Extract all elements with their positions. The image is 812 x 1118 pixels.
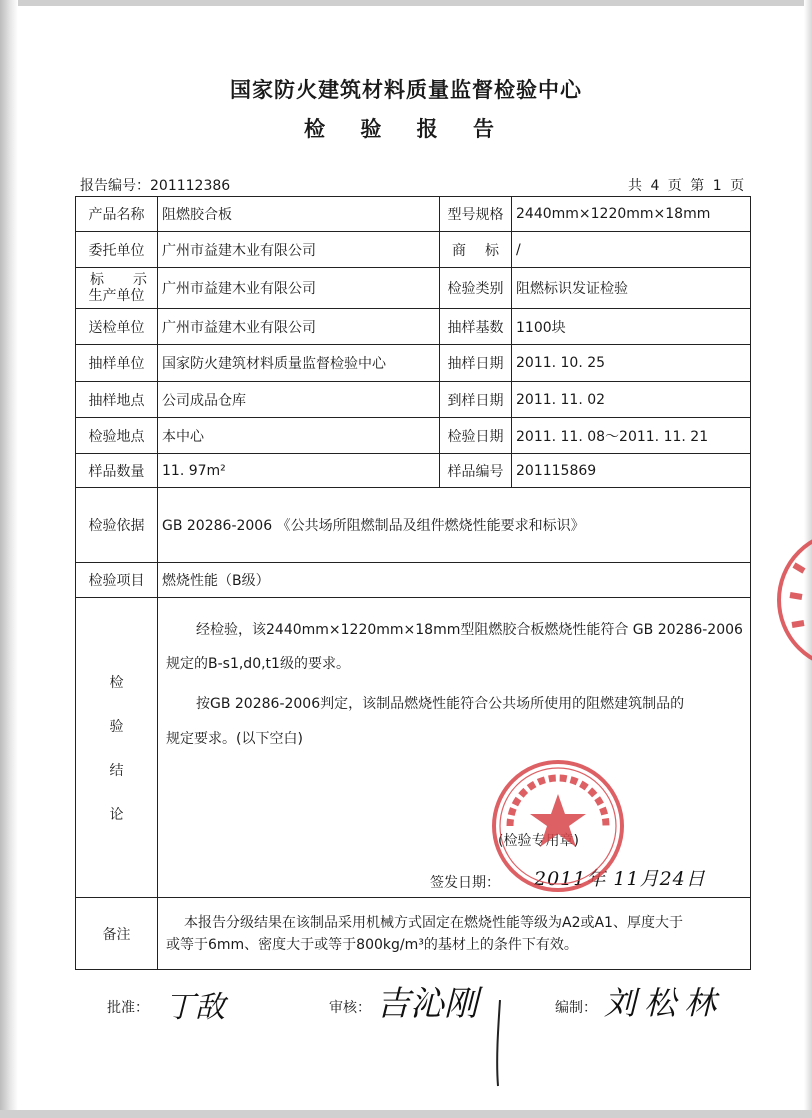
table-row	[76, 563, 751, 598]
test-date-label: 检验日期	[440, 418, 512, 454]
test-date-value: 2011. 11. 08～2011. 11. 21	[512, 418, 751, 454]
page-edge-left	[0, 0, 18, 1118]
report-number: 报告编号：201112386	[80, 178, 231, 194]
conclusion-para2-line2: 规定要求。(以下空白)	[166, 731, 303, 747]
producer-label	[76, 268, 158, 309]
approve-label: 批准：	[107, 1000, 149, 1016]
sampling-unit-label: 抽样单位	[76, 345, 158, 382]
conclusion-char: 验	[109, 718, 124, 735]
remarks-label: 备注	[76, 898, 158, 970]
issue-date-label: 签发日期：	[430, 875, 500, 891]
remarks-text	[158, 898, 751, 970]
table-row	[76, 418, 751, 454]
conclusion-para1-line1: 经检验，该2440mm×1220mm×18mm型阻燃胶合板燃烧性能符合 GB 20286-2006	[196, 622, 743, 638]
client-value: 广州市益建木业有限公司	[158, 232, 440, 268]
table-row	[76, 232, 751, 268]
producer-value: 广州市益建木业有限公司	[158, 268, 440, 309]
compile-signature: 刘松林	[604, 984, 725, 1022]
basis-value: GB 20286-2006 《公共场所阻燃制品及组件燃烧性能要求和标识》	[158, 488, 751, 563]
table-row	[76, 309, 751, 345]
table-row	[76, 598, 751, 898]
conclusion-para1-line2: 规定的B-s1,d0,t1级的要求。	[166, 656, 350, 672]
conclusion-para2-line1: 按GB 20286-2006判定，该制品燃烧性能符合公共场所使用的阻燃建筑制品的	[196, 696, 685, 712]
table-row	[76, 268, 751, 309]
trademark-value: /	[512, 232, 751, 268]
conclusion-char: 论	[109, 806, 124, 823]
report-title: 检 验 报 告	[304, 117, 508, 141]
sampling-place-label: 抽样地点	[76, 382, 158, 418]
items-label: 检验项目	[76, 563, 158, 598]
table-row	[76, 197, 751, 232]
seal-label: (检验专用章)	[498, 833, 579, 849]
submitter-label: 送检单位	[76, 309, 158, 345]
table-row	[76, 382, 751, 418]
items-value: 燃烧性能（B级）	[158, 563, 751, 598]
sampling-date-label: 抽样日期	[440, 345, 512, 382]
remarks-line2: 或等于6mm、密度大于或等于800kg/m³的基材上的条件下有效。	[166, 936, 578, 953]
page-edge-top	[0, 0, 812, 6]
sampling-unit-value: 国家防火建筑材料质量监督检验中心	[158, 345, 440, 382]
trademark-label	[440, 232, 512, 268]
arrival-date-label: 到样日期	[440, 382, 512, 418]
approve-signature: 丁敌	[165, 990, 225, 1025]
review-signature-stroke	[470, 1000, 520, 1090]
sampling-place-value: 公司成品仓库	[158, 382, 440, 418]
model-label: 型号规格	[440, 197, 512, 232]
table-row	[76, 898, 751, 970]
review-signature: 吉沁刚	[376, 984, 478, 1024]
report-table	[75, 196, 751, 970]
sample-qty-value: 11. 97m²	[158, 454, 440, 488]
basis-label: 检验依据	[76, 488, 158, 563]
org-title: 国家防火建筑材料质量监督检验中心	[230, 78, 582, 102]
product-name-value: 阻燃胶合板	[158, 197, 440, 232]
submitter-value: 广州市益建木业有限公司	[158, 309, 440, 345]
conclusion-label	[76, 598, 158, 898]
conclusion-body	[158, 598, 751, 898]
remarks-line1: 本报告分级结果在该制品采用机械方式固定在燃烧性能等级为A2或A1、厚度大于	[184, 914, 683, 931]
trademark-label-a: 商	[452, 242, 466, 259]
test-place-label: 检验地点	[76, 418, 158, 454]
trademark-label-b: 标	[485, 242, 499, 259]
compile-label: 编制：	[555, 1000, 597, 1016]
conclusion-char: 检	[109, 674, 124, 691]
edge-seal	[772, 525, 812, 675]
review-label: 审核：	[329, 1000, 371, 1016]
producer-label-line2: 生产单位	[88, 288, 145, 304]
inspection-type-label: 检验类别	[440, 268, 512, 309]
page-info: 共 4 页 第 1 页	[628, 178, 745, 194]
inspection-seal	[488, 756, 628, 896]
table-row	[76, 454, 751, 488]
test-place-value: 本中心	[158, 418, 440, 454]
sample-qty-label: 样品数量	[76, 454, 158, 488]
producer-label-a: 标	[90, 272, 104, 288]
sample-no-label: 样品编号	[440, 454, 512, 488]
table-row	[76, 488, 751, 563]
inspection-type-value: 阻燃标识发证检验	[512, 268, 751, 309]
product-name-label: 产品名称	[76, 197, 158, 232]
issue-date-handwritten: 2011年 11月24日	[534, 868, 706, 890]
page-edge-bottom	[0, 1110, 812, 1118]
table-row	[76, 345, 751, 382]
model-value: 2440mm×1220mm×18mm	[512, 197, 751, 232]
conclusion-char: 结	[109, 762, 124, 779]
arrival-date-value: 2011. 11. 02	[512, 382, 751, 418]
sampling-base-value: 1100块	[512, 309, 751, 345]
sample-no-value: 201115869	[512, 454, 751, 488]
producer-label-b: 示	[133, 272, 147, 288]
sampling-date-value: 2011. 10. 25	[512, 345, 751, 382]
client-label: 委托单位	[76, 232, 158, 268]
sampling-base-label: 抽样基数	[440, 309, 512, 345]
